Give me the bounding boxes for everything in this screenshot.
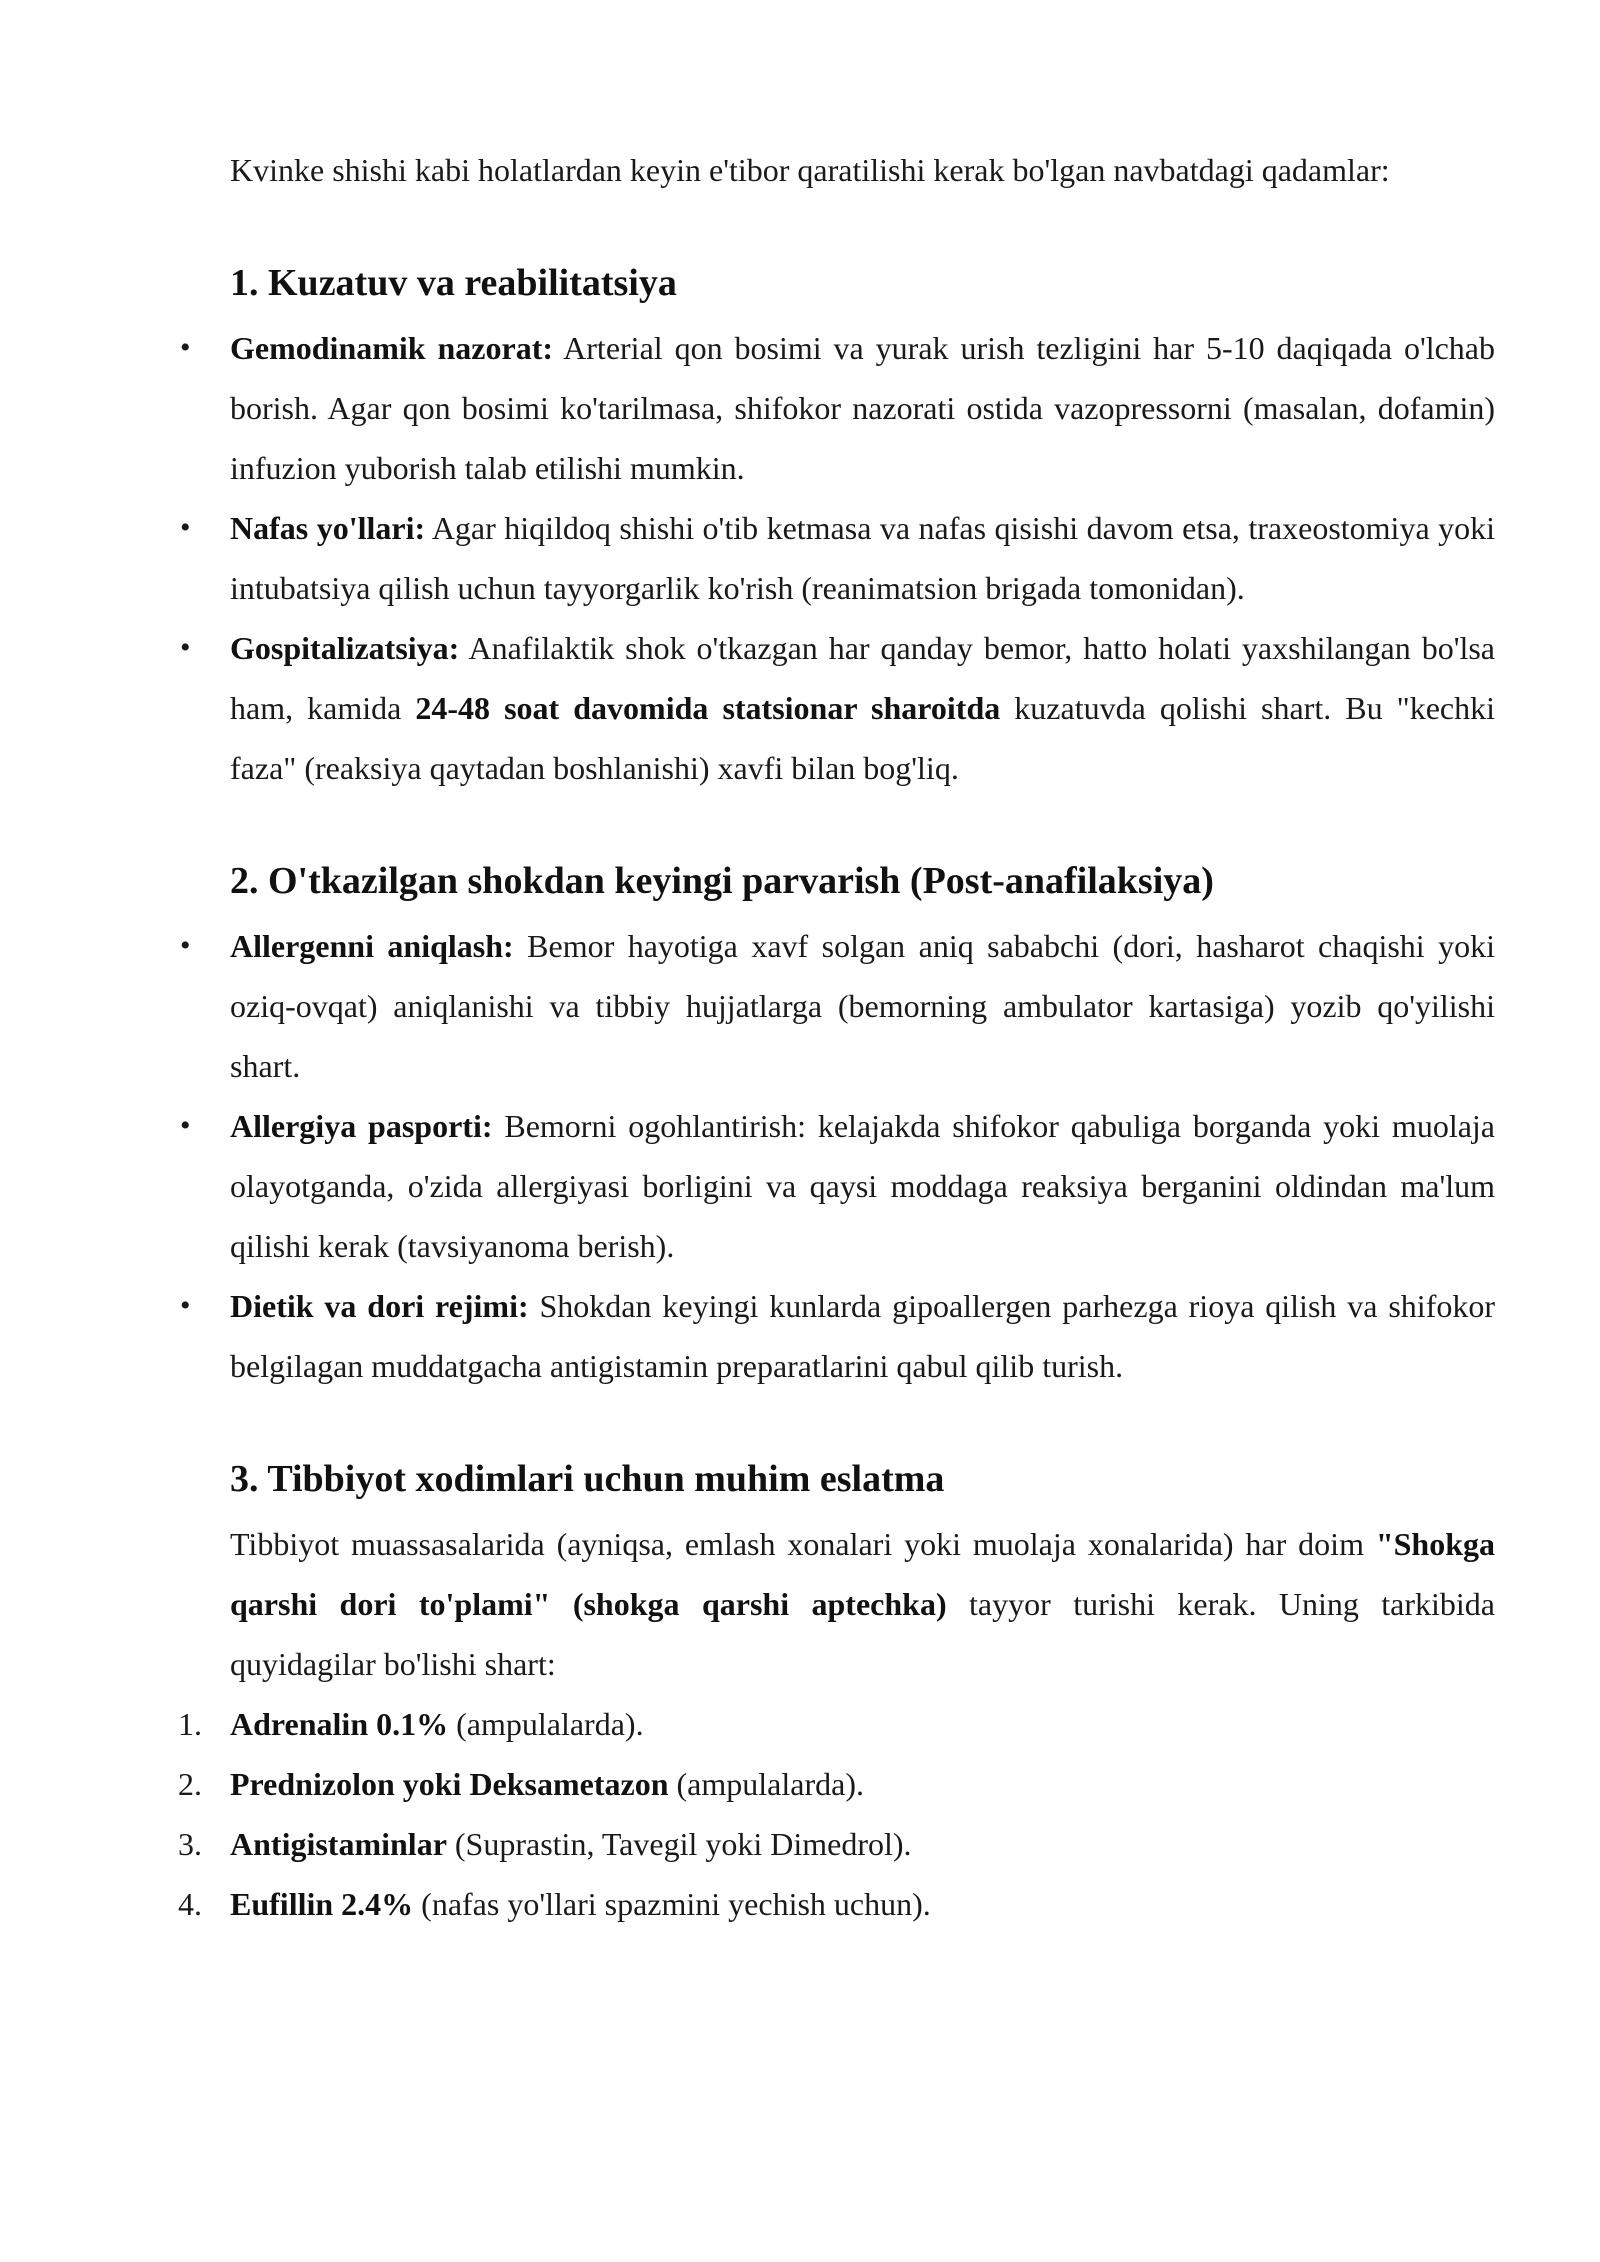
list-item xyxy=(230,618,1495,798)
item-label: Allergenni aniqlash: xyxy=(230,928,514,964)
item-label: Nafas yo'llari: xyxy=(230,510,426,546)
list-item xyxy=(178,1874,1495,1934)
item-number: 1. xyxy=(178,1706,202,1742)
item-text: Bemor hayotiga xavf solgan aniq sababchi (dori, hasharot chaqishi yoki oziq-ovqat) aniqlanishi va tibbiy hujjatlarga (bemorning ambulator kartasiga) yozib qo'yilishi shart. xyxy=(230,928,1496,1084)
item-text: kuzatuvda qolishi shart. Bu "kechki faza" (reaksiya qaytadan boshlanishi) xavfi bilan bog'liq. xyxy=(230,690,1496,786)
item-text: (nafas yo'llari spazmini yechish uchun). xyxy=(413,1886,931,1922)
list-item xyxy=(230,1276,1495,1396)
item-label: Allergiya pasporti: xyxy=(230,1108,493,1144)
item-label: Adrenalin 0.1% xyxy=(230,1706,449,1742)
item-text: (Suprastin, Tavegil yoki Dimedrol). xyxy=(446,1826,912,1862)
kit-items-list xyxy=(178,1694,1495,1934)
item-text: (ampulalarda). xyxy=(668,1766,864,1802)
item-text: Bemorni ogohlantirish: kelajakda shifokor qabuliga borganda yoki muolaja olayotganda, o'zida allergiyasi borligini va qaysi moddaga reaksiya berganini oldindan ma'lum qilishi kerak (tavsiyanoma berish). xyxy=(230,1108,1496,1264)
item-label: Prednizolon yoki Deksametazon xyxy=(230,1766,669,1802)
item-number: 4. xyxy=(178,1886,202,1922)
list-item xyxy=(178,1754,1495,1814)
item-number: 3. xyxy=(178,1826,202,1862)
item-label: Gemodinamik nazorat: xyxy=(230,330,554,366)
section-2-list xyxy=(230,916,1495,1396)
item-emphasis: 24-48 soat davomida statsionar sharoitda xyxy=(415,690,1001,726)
intro-paragraph: Kvinke shishi kabi holatlardan keyin e'tibor qaratilishi kerak bo'lgan navbatdagi qadamlar: xyxy=(230,152,1390,188)
section-heading-3: 3. Tibbiyot xodimlari uchun muhim eslatma xyxy=(230,1458,945,1500)
item-label: Gospitalizatsiya: xyxy=(230,630,460,666)
item-label: Eufillin 2.4% xyxy=(230,1886,414,1922)
document-body xyxy=(178,140,1496,1934)
item-number: 2. xyxy=(178,1766,202,1802)
list-item xyxy=(230,916,1495,1096)
paragraph-text: tayyor turishi kerak. Uning tarkibida quyidagilar bo'lishi shart: xyxy=(230,1586,1496,1682)
item-text: Anafilaktik shok o'tkazgan har qanday bemor, hatto holati yaxshilangan bo'lsa ham, kamida xyxy=(230,630,1495,726)
item-text: (ampulalarda). xyxy=(448,1706,644,1742)
section-heading-2: 2. O'tkazilgan shokdan keyingi parvarish (Post-anafilaksiya) xyxy=(230,860,1214,902)
section-1-list xyxy=(230,318,1495,798)
paragraph-emphasis: "Shokga qarshi dori to'plami" (shokga qarshi aptechka) xyxy=(230,1526,1495,1622)
item-label: Dietik va dori rejimi: xyxy=(230,1288,529,1324)
paragraph-text: Tibbiyot muassasalarida (ayniqsa, emlash xonalari yoki muolaja xonalarida) har doim xyxy=(230,1526,1376,1562)
list-item xyxy=(230,498,1495,618)
item-label: Antigistaminlar xyxy=(230,1826,447,1862)
list-item xyxy=(230,318,1495,498)
section-3-paragraph xyxy=(230,1514,1495,1694)
item-text: Shokdan keyingi kunlarda gipoallergen parhezga rioya qilish va shifokor belgilagan muddatgacha antigistamin preparatlarini qabul qilib turish. xyxy=(230,1288,1496,1384)
item-text: Agar hiqildoq shishi o'tib ketmasa va nafas qisishi davom etsa, traxeostomiya yoki intubatsiya qilish uchun tayyorgarlik ko'rish (reanimatsion brigada tomonidan). xyxy=(230,510,1495,606)
list-item xyxy=(178,1694,1495,1754)
item-text: Arterial qon bosimi va yurak urish tezligini har 5-10 daqiqada o'lchab borish. Agar qon bosimi ko'tarilmasa, shifokor nazorati ostida vazopressorni (masalan, dofamin) infuzion yuborish talab etilishi mumkin. xyxy=(230,330,1496,486)
section-heading-1: 1. Kuzatuv va reabilitatsiya xyxy=(230,262,677,304)
list-item xyxy=(178,1814,1495,1874)
list-item xyxy=(230,1096,1495,1276)
